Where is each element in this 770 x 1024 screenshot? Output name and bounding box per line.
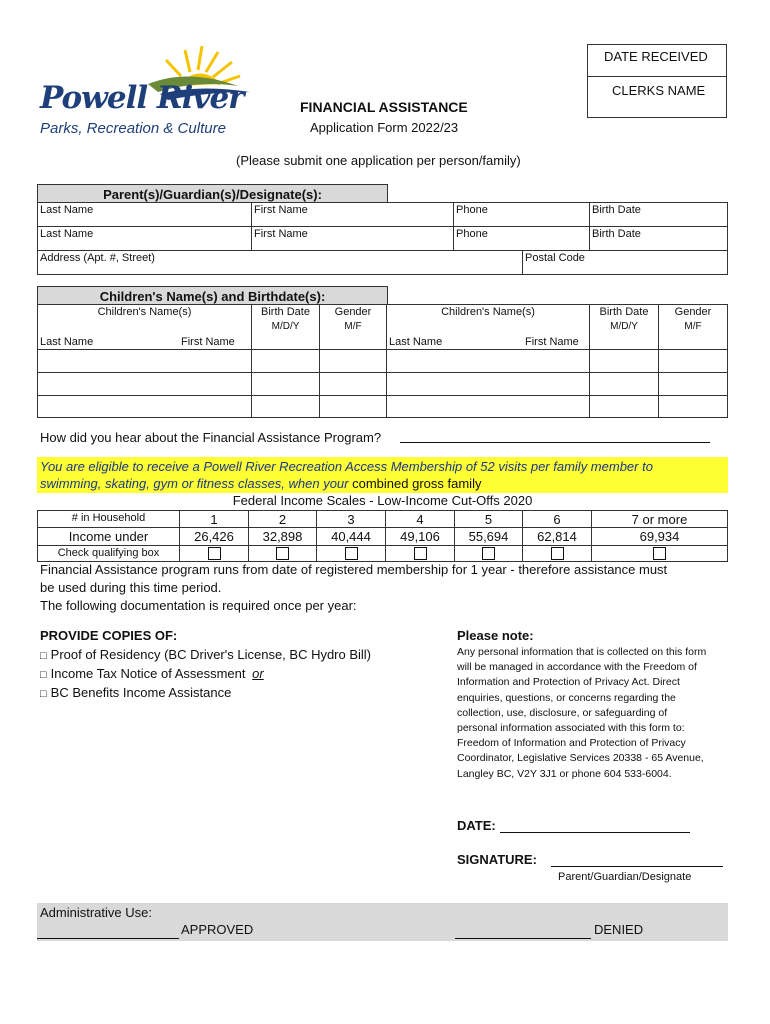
parent2-first-name-label: First Name <box>254 228 308 240</box>
household-4: 4 <box>416 512 424 527</box>
date-received-box[interactable] <box>587 44 727 77</box>
qualify-checkbox-4[interactable] <box>414 547 427 560</box>
income-label: Income under <box>68 529 149 544</box>
address-label: Address (Apt. #, Street) <box>40 252 155 264</box>
program-line-3: The following documentation is required once per year: <box>40 598 357 613</box>
gender-format-left: M/F <box>344 321 362 332</box>
child-last-name-label-right: Last Name <box>389 336 443 348</box>
birth-date-format-right: M/D/Y <box>610 321 638 332</box>
birth-date-header-right-label: Birth Date <box>599 306 649 318</box>
child-row-3-gender-left[interactable] <box>319 395 387 418</box>
referral-question: How did you hear about the Financial Assistance Program? <box>40 430 382 445</box>
parent1-last-name-label: Last Name <box>40 204 94 216</box>
income-4: 49,106 <box>400 529 440 544</box>
income-col-2 <box>248 527 317 546</box>
note-body <box>457 645 706 782</box>
logo-tagline: Parks, Recreation & Culture <box>40 120 226 137</box>
check-col-5 <box>454 545 523 562</box>
parents-heading-box <box>37 184 388 203</box>
parent1-phone-field[interactable] <box>453 202 590 227</box>
income-label-cell <box>37 527 180 546</box>
income-6: 62,814 <box>537 529 577 544</box>
program-line-1: Financial Assistance program runs from date of registered membership for 1 year - therefore assistance must <box>40 562 668 577</box>
program-line-2: be used during this time period. <box>40 580 222 595</box>
household-7: 7 or more <box>631 512 688 527</box>
child-row-2-birth-left[interactable] <box>251 372 320 396</box>
clerks-name-label: CLERKS NAME <box>612 83 706 98</box>
address-field[interactable] <box>37 250 523 275</box>
check-col-6 <box>522 545 592 562</box>
income-col-4 <box>385 527 455 546</box>
gender-header-left-label: Gender <box>334 306 372 318</box>
parent1-first-name-label: First Name <box>254 204 308 216</box>
denied-label: DENIED <box>594 922 644 937</box>
household-col-6 <box>522 510 592 528</box>
postal-code-field[interactable] <box>522 250 728 275</box>
checkbox-bullet-icon: □ <box>40 688 47 700</box>
eligibility-text-b1: swimming, skating, gym or fitness classes, when your <box>40 476 349 491</box>
signature-line[interactable] <box>551 850 723 867</box>
income-table-title: Federal Income Scales - Low-Income Cut-Offs 2020 <box>232 493 533 508</box>
household-col-1 <box>179 510 249 528</box>
household-col-7 <box>591 510 728 528</box>
eligibility-text-b <box>40 476 481 491</box>
child-row-3-gender-right[interactable] <box>658 395 728 418</box>
logo <box>38 40 268 140</box>
child-row-2-gender-right[interactable] <box>658 372 728 396</box>
birth-date-header-right <box>589 304 659 350</box>
birth-date-header-left-label: Birth Date <box>261 306 310 318</box>
check-col-3 <box>316 545 386 562</box>
signature-label: SIGNATURE: <box>457 852 537 867</box>
child-row-1-birth-right[interactable] <box>589 349 659 373</box>
child-last-name-label-left: Last Name <box>40 336 94 348</box>
check-label-cell <box>37 545 180 562</box>
household-col-4 <box>385 510 455 528</box>
date-line[interactable] <box>500 816 690 833</box>
gender-format-right: M/F <box>684 321 702 332</box>
child-row-2-name-right[interactable] <box>386 372 590 396</box>
clerks-name-box[interactable] <box>587 76 727 118</box>
documents-list <box>40 646 371 703</box>
child-row-1-gender-left[interactable] <box>319 349 387 373</box>
child-row-1-birth-left[interactable] <box>251 349 320 373</box>
approved-label: APPROVED <box>181 922 254 937</box>
child-row-1-name-left[interactable] <box>37 349 252 373</box>
household-1: 1 <box>210 512 218 527</box>
income-col-1 <box>179 527 249 546</box>
date-received-label: DATE RECEIVED <box>604 49 708 64</box>
household-5: 5 <box>484 512 493 527</box>
postal-code-label: Postal Code <box>525 252 585 264</box>
qualify-checkbox-3[interactable] <box>345 547 358 560</box>
child-row-3-birth-right[interactable] <box>589 395 659 418</box>
children-heading: Children's Name(s) and Birthdate(s): <box>99 289 326 304</box>
parent2-phone-label: Phone <box>456 228 488 240</box>
qualify-checkbox-2[interactable] <box>276 547 289 560</box>
child-row-2-name-left[interactable] <box>37 372 252 396</box>
referral-answer-line[interactable] <box>400 428 710 443</box>
note-heading: Please note: <box>457 628 534 643</box>
children-names-header-left-label: Children's Name(s) <box>97 306 192 318</box>
gender-header-right <box>658 304 728 350</box>
approved-line[interactable] <box>37 924 179 939</box>
note-line: Freedom of Information and Protection of Privacy <box>457 737 686 750</box>
birth-date-header-left <box>251 304 320 350</box>
child-row-3-name-left[interactable] <box>37 395 252 418</box>
household-6: 6 <box>553 512 561 527</box>
household-label-cell <box>37 510 180 528</box>
parent1-last-name-field[interactable] <box>37 202 252 227</box>
parent2-last-name-label: Last Name <box>40 228 94 240</box>
child-first-name-label-right: First Name <box>525 336 579 348</box>
check-col-4 <box>385 545 455 562</box>
income-2: 32,898 <box>262 529 303 544</box>
check-col-2 <box>248 545 317 562</box>
household-2: 2 <box>278 512 287 527</box>
parent2-phone-field[interactable] <box>453 226 590 251</box>
child-row-3-birth-left[interactable] <box>251 395 320 418</box>
parents-heading: Parent(s)/Guardian(s)/Designate(s): <box>103 187 322 202</box>
note-line: Langley BC, V2Y 3J1 or phone 604 533-6004. <box>457 767 672 780</box>
qualify-checkbox-6[interactable] <box>551 547 564 560</box>
parent1-birth-date-field[interactable] <box>589 202 728 227</box>
parent1-phone-label: Phone <box>456 204 488 216</box>
child-row-1-name-right[interactable] <box>386 349 590 373</box>
children-names-header-right-label: Children's Name(s) <box>441 306 535 318</box>
qualify-checkbox-7[interactable] <box>653 547 666 560</box>
checkbox-bullet-icon: □ <box>40 650 47 662</box>
date-label: DATE: <box>457 818 496 833</box>
income-7: 69,934 <box>639 529 680 544</box>
income-1: 26,426 <box>194 529 234 544</box>
eligibility-text-b2: combined gross family <box>352 476 482 491</box>
child-row-2-birth-right[interactable] <box>589 372 659 396</box>
child-first-name-label-left: First Name <box>181 336 235 348</box>
household-label: # in Household <box>71 512 146 524</box>
household-col-3 <box>316 510 386 528</box>
income-col-7 <box>591 527 728 546</box>
admin-heading: Administrative Use: <box>40 905 152 920</box>
gender-header-right-label: Gender <box>674 306 712 318</box>
checkbox-bullet-icon: □ <box>40 669 47 681</box>
household-3: 3 <box>347 512 355 527</box>
birth-date-format-left: M/D/Y <box>271 321 300 332</box>
logo-wordmark: Powell River <box>40 80 244 116</box>
parent2-birth-date-field[interactable] <box>589 226 728 251</box>
household-col-5 <box>454 510 523 528</box>
denied-line[interactable] <box>455 924 591 939</box>
income-3: 40,444 <box>331 529 371 544</box>
parent2-last-name-field[interactable] <box>37 226 252 251</box>
parent1-first-name-field[interactable] <box>251 202 454 227</box>
document-item-3 <box>40 684 371 703</box>
note-line: Any personal information that is collected on this form <box>457 646 707 658</box>
child-row-2-gender-left[interactable] <box>319 372 387 396</box>
document-item-1 <box>40 646 371 665</box>
income-col-3 <box>316 527 386 546</box>
note-line: Information and Protection of Privacy Act. Direct <box>457 676 680 689</box>
note-line: collection, use, disclosure, or safeguarding of <box>457 706 668 719</box>
income-5: 55,694 <box>468 529 509 544</box>
check-col-1 <box>179 545 249 562</box>
page-subtitle: Application Form 2022/23 <box>310 120 459 135</box>
parent2-birth-date-label: Birth Date <box>592 228 641 240</box>
qualify-checkbox-5[interactable] <box>482 547 495 560</box>
document-or-word: or <box>252 666 264 681</box>
note-line: will be managed in accordance with the Freedom of <box>457 661 697 674</box>
document-item-2-text: Income Tax Notice of Assessment <box>50 666 246 681</box>
page-instruction: (Please submit one application per person/family) <box>236 153 521 168</box>
document-item-1-text: Proof of Residency (BC Driver's License, BC Hydro Bill) <box>50 647 372 662</box>
child-row-3-name-right[interactable] <box>386 395 590 418</box>
qualify-checkbox-1[interactable] <box>208 547 221 560</box>
parent2-first-name-field[interactable] <box>251 226 454 251</box>
check-label: Check qualifying box <box>57 547 160 559</box>
document-item-2 <box>40 665 371 684</box>
income-col-5 <box>454 527 523 546</box>
children-heading-box <box>37 286 388 305</box>
signer-label: Parent/Guardian/Designate <box>558 871 692 883</box>
document-item-3-text: BC Benefits Income Assistance <box>50 685 232 700</box>
household-col-2 <box>248 510 317 528</box>
page-title: FINANCIAL ASSISTANCE <box>300 99 468 115</box>
check-col-7 <box>591 545 728 562</box>
income-col-6 <box>522 527 592 546</box>
eligibility-text-a: You are eligible to receive a Powell River Recreation Access Membership of 52 visits per family member to <box>40 459 653 474</box>
note-line: enquiries, questions, or concerns regarding the <box>457 691 676 704</box>
gender-header-left <box>319 304 387 350</box>
documents-heading: PROVIDE COPIES OF: <box>40 628 178 643</box>
parent1-birth-date-label: Birth Date <box>592 204 641 216</box>
note-line: Coordinator, Legislative Services 20338 - 65 Avenue, <box>457 752 704 765</box>
child-row-1-gender-right[interactable] <box>658 349 728 373</box>
note-line: personal information associated with this form to: <box>457 722 685 735</box>
